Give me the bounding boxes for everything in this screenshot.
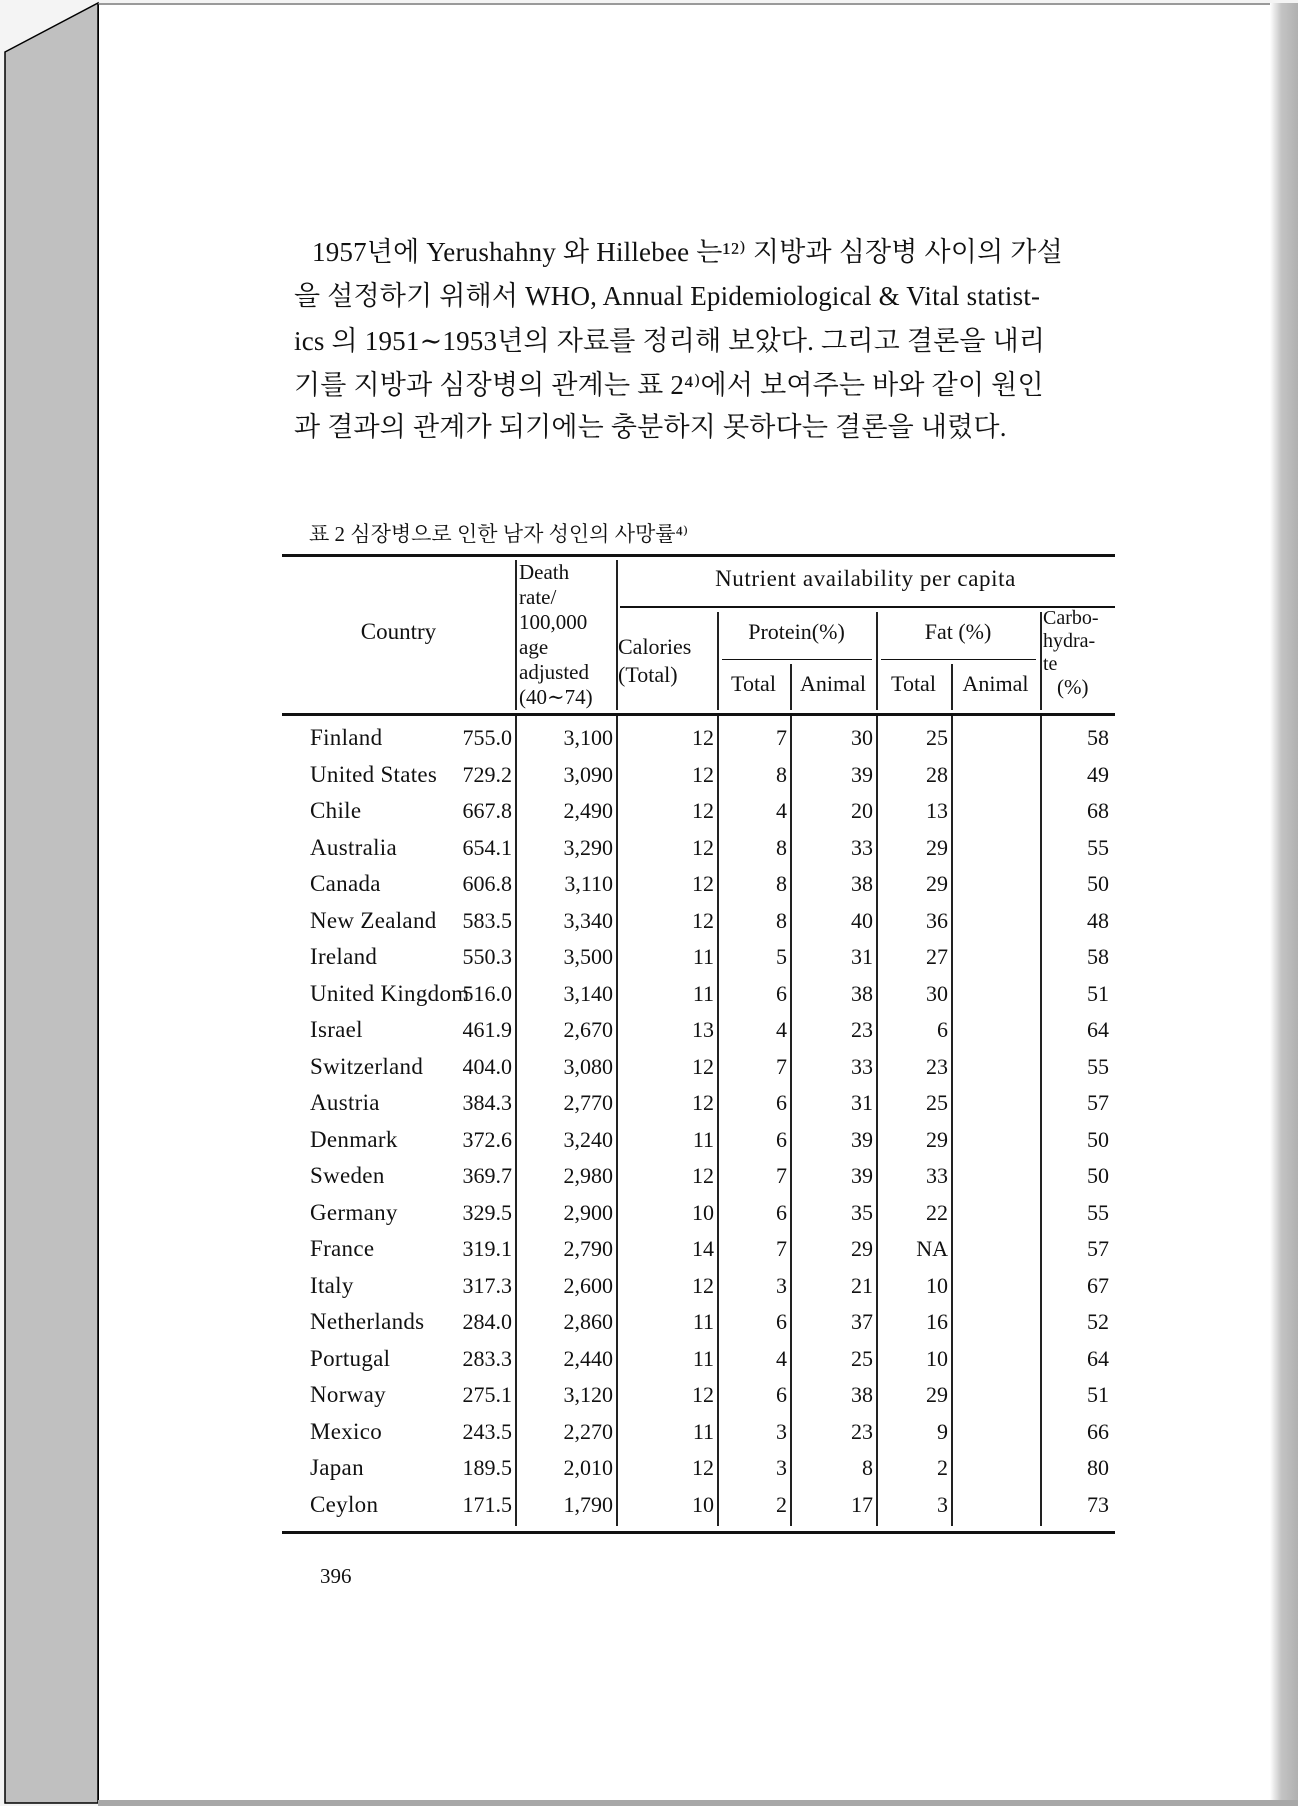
cell-carbo: 51 <box>1087 1382 1109 1407</box>
cell-protein-total: 12 <box>692 1272 714 1298</box>
cell-protein-total: 14 <box>692 1236 714 1261</box>
header-death-rate <box>519 560 614 710</box>
cell-calories: 3,100 <box>563 725 613 750</box>
cell-fat-total: 21 <box>851 1272 873 1298</box>
cell-protein-total: 12 <box>692 1163 714 1188</box>
header-line: hydra- <box>1043 630 1096 652</box>
fat-subrule <box>881 659 1036 660</box>
cell-fat-total: 30 <box>851 725 873 750</box>
cell-fat-animal: 10 <box>926 1272 948 1298</box>
header-protein-animal: Animal <box>800 671 866 696</box>
cell-protein-total: 11 <box>692 1126 714 1152</box>
cell-protein-total: 11 <box>692 944 714 969</box>
cell-country: Germany <box>310 1199 398 1225</box>
cell-protein-animal: 3 <box>776 1272 787 1298</box>
header-line: (40∼74) <box>519 685 593 709</box>
cell-fat-total: 23 <box>851 1418 873 1444</box>
cell-carbo: 73 <box>1087 1491 1109 1517</box>
cell-fat-total: 20 <box>851 798 873 823</box>
cell-carbo: 80 <box>1087 1455 1109 1480</box>
cell-protein-total: 11 <box>692 980 714 1006</box>
cell-protein-animal: 8 <box>776 871 787 896</box>
header-fat-total: Total <box>891 671 936 696</box>
cell-protein-animal: 8 <box>776 834 787 860</box>
cell-calories: 2,860 <box>563 1309 613 1334</box>
header-carbohydrate <box>1043 607 1115 699</box>
cell-calories: 2,490 <box>563 798 613 823</box>
cell-fat-animal: 23 <box>926 1053 948 1079</box>
cell-calories: 2,770 <box>563 1090 613 1115</box>
cell-calories: 3,140 <box>563 980 613 1006</box>
cell-country: Finland <box>310 725 383 750</box>
cell-protein-animal: 3 <box>776 1418 787 1444</box>
header-line: 100,000 <box>519 610 588 634</box>
cell-death: 171.5 <box>462 1491 512 1517</box>
cell-protein-total: 12 <box>692 1382 714 1407</box>
cell-protein-total: 12 <box>692 761 714 787</box>
cell-carbo: 50 <box>1087 871 1109 896</box>
cell-fat-animal: 30 <box>926 980 948 1006</box>
cell-fat-animal: 2 <box>937 1455 948 1480</box>
column-divider <box>1040 612 1042 710</box>
cell-death: 516.0 <box>462 980 512 1006</box>
cell-calories: 3,500 <box>563 944 613 969</box>
cell-calories: 2,270 <box>563 1418 613 1444</box>
header-nutrient: Nutrient availability per capita <box>715 566 1016 591</box>
cell-fat-animal: NA <box>916 1236 948 1261</box>
cell-calories: 3,120 <box>563 1382 613 1407</box>
cell-protein-animal: 7 <box>776 1163 787 1188</box>
cell-fat-animal: 25 <box>926 725 948 750</box>
cell-country: Denmark <box>310 1126 398 1152</box>
cell-death: 283.3 <box>462 1345 512 1371</box>
header-protein-total: Total <box>731 671 776 696</box>
paragraph-line: 1957년에 Yerushahny 와 Hillebee 는¹²⁾ 지방과 심장병 사이의 가설 <box>312 237 1063 267</box>
cell-protein-total: 12 <box>692 871 714 896</box>
cell-protein-animal: 6 <box>776 1090 787 1115</box>
cell-protein-animal: 6 <box>776 1382 787 1407</box>
cell-fat-animal: 29 <box>926 834 948 860</box>
cell-calories: 3,340 <box>563 907 613 933</box>
cell-death: 384.3 <box>462 1090 512 1115</box>
cell-carbo: 52 <box>1087 1309 1109 1334</box>
cell-protein-animal: 4 <box>776 1017 787 1042</box>
cell-country: Japan <box>310 1455 364 1480</box>
cell-carbo: 57 <box>1087 1236 1109 1261</box>
column-divider <box>515 560 517 710</box>
table-bottom-rule <box>282 1531 1115 1534</box>
cell-fat-animal: 27 <box>926 944 948 969</box>
paragraph-line: ics 의 1951∼1953년의 자료를 정리해 보았다. 그리고 결론을 내리 <box>294 326 1046 356</box>
cell-protein-total: 11 <box>692 1418 714 1444</box>
header-subrule <box>620 606 1115 608</box>
cell-carbo: 50 <box>1087 1163 1109 1188</box>
cell-fat-total: 8 <box>862 1455 873 1480</box>
cell-death: 372.6 <box>462 1126 512 1152</box>
cell-protein-animal: 5 <box>776 944 787 969</box>
cell-calories: 3,290 <box>563 834 613 860</box>
cell-protein-total: 10 <box>692 1491 714 1517</box>
header-line: rate/ <box>519 585 557 609</box>
paragraph-line: 과 결과의 관계가 되기에는 충분하지 못하다는 결론을 내렸다. <box>294 412 1007 442</box>
cell-country: Portugal <box>310 1345 391 1371</box>
cell-calories: 2,600 <box>563 1272 613 1298</box>
cell-country: Ireland <box>310 944 378 969</box>
cell-fat-total: 37 <box>851 1309 873 1334</box>
cell-death: 319.1 <box>462 1236 512 1261</box>
cell-fat-animal: 22 <box>926 1199 948 1225</box>
cell-carbo: 50 <box>1087 1126 1109 1152</box>
cell-protein-total: 11 <box>692 1309 714 1334</box>
cell-country: Mexico <box>310 1418 383 1444</box>
cell-protein-animal: 4 <box>776 798 787 823</box>
cell-country: France <box>310 1236 375 1261</box>
cell-fat-animal: 33 <box>926 1163 948 1188</box>
header-line: (%) <box>1057 675 1089 699</box>
cell-fat-total: 35 <box>851 1199 873 1225</box>
cell-fat-total: 39 <box>851 1163 873 1188</box>
cell-death: 284.0 <box>462 1309 512 1334</box>
cell-fat-animal: 16 <box>926 1309 948 1334</box>
cell-death: 404.0 <box>462 1053 512 1079</box>
cell-fat-total: 38 <box>851 1382 873 1407</box>
cell-protein-total: 13 <box>692 1017 714 1042</box>
cell-carbo: 57 <box>1087 1090 1109 1115</box>
cell-country: Italy <box>310 1272 354 1298</box>
cell-calories: 3,110 <box>564 871 613 896</box>
cell-country: United Kingdom <box>310 980 470 1006</box>
cell-fat-animal: 13 <box>926 798 948 823</box>
cell-carbo: 64 <box>1087 1345 1109 1371</box>
cell-protein-animal: 7 <box>776 1236 787 1261</box>
cell-country: Sweden <box>310 1163 385 1188</box>
cell-death: 550.3 <box>462 944 512 969</box>
cell-protein-total: 10 <box>692 1199 714 1225</box>
cell-country: Ceylon <box>310 1491 379 1517</box>
cell-protein-animal: 6 <box>776 1126 787 1152</box>
cell-fat-total: 39 <box>851 761 873 787</box>
cell-fat-animal: 29 <box>926 1126 948 1152</box>
cell-fat-total: 40 <box>851 907 873 933</box>
cell-fat-total: 38 <box>851 980 873 1006</box>
cell-fat-animal: 29 <box>926 1382 948 1407</box>
cell-calories: 3,080 <box>563 1053 613 1079</box>
cell-country: Norway <box>310 1382 386 1407</box>
paragraph-line: 을 설정하기 위해서 WHO, Annual Epidemiological & Vital statist- <box>294 281 1041 311</box>
table-caption: 표 2 심장병으로 인한 남자 성인의 사망률⁴⁾ <box>309 522 689 546</box>
page-bottom-edge <box>98 1800 1298 1806</box>
cell-carbo: 68 <box>1087 798 1109 823</box>
column-divider <box>616 716 618 1526</box>
cell-calories: 3,090 <box>563 761 613 787</box>
cell-death: 275.1 <box>462 1382 512 1407</box>
cell-fat-total: 33 <box>851 1053 873 1079</box>
cell-carbo: 51 <box>1087 980 1109 1006</box>
header-line: Carbo- <box>1043 607 1099 629</box>
cell-protein-total: 12 <box>692 907 714 933</box>
cell-country: Netherlands <box>310 1309 425 1334</box>
cell-carbo: 58 <box>1087 944 1109 969</box>
cell-country: Canada <box>310 871 381 896</box>
cell-fat-total: 31 <box>851 1090 873 1115</box>
cell-protein-animal: 7 <box>776 725 787 750</box>
cell-fat-animal: 10 <box>926 1345 948 1371</box>
cell-carbo: 67 <box>1087 1272 1109 1298</box>
cell-country: New Zealand <box>310 907 437 933</box>
cell-protein-total: 12 <box>692 1053 714 1079</box>
cell-fat-total: 23 <box>851 1017 873 1042</box>
cell-fat-total: 29 <box>851 1236 873 1261</box>
cell-death: 189.5 <box>462 1455 512 1480</box>
cell-carbo: 48 <box>1087 907 1109 933</box>
cell-fat-total: 25 <box>851 1345 873 1371</box>
protein-subrule <box>722 659 872 660</box>
header-country: Country <box>360 619 437 644</box>
cell-country: Chile <box>310 798 362 823</box>
cell-death: 667.8 <box>462 798 512 823</box>
cell-protein-animal: 3 <box>776 1455 787 1480</box>
cell-protein-animal: 2 <box>776 1491 787 1517</box>
cell-fat-total: 31 <box>851 944 873 969</box>
cell-fat-total: 33 <box>851 834 873 860</box>
header-line: adjusted <box>519 660 589 684</box>
page-number: 396 <box>320 1564 352 1588</box>
cell-protein-total: 12 <box>692 1455 714 1480</box>
header-line: Death <box>519 560 570 584</box>
cell-protein-total: 11 <box>692 1345 714 1371</box>
cell-calories: 2,010 <box>563 1455 613 1480</box>
cell-fat-animal: 36 <box>926 907 948 933</box>
cell-death: 654.1 <box>462 834 512 860</box>
cell-carbo: 55 <box>1087 1053 1109 1079</box>
cell-country: Austria <box>310 1090 380 1115</box>
header-protein: Protein(%) <box>748 619 845 644</box>
cell-country: United States <box>310 761 438 787</box>
cell-death: 606.8 <box>462 871 512 896</box>
cell-calories: 2,670 <box>563 1017 613 1042</box>
cell-country: Australia <box>310 834 398 860</box>
cell-fat-animal: 9 <box>937 1418 948 1444</box>
book-page <box>98 3 1275 1805</box>
paragraph-line: 기를 지방과 심장병의 관계는 표 2⁴⁾에서 보여주는 바와 같이 원인 <box>294 370 1044 400</box>
cell-country: Switzerland <box>310 1053 424 1079</box>
cell-fat-total: 38 <box>851 871 873 896</box>
header-line: (Total) <box>618 662 678 687</box>
cell-protein-total: 12 <box>692 725 714 750</box>
cell-country: Israel <box>310 1017 363 1042</box>
cell-protein-animal: 6 <box>776 980 787 1006</box>
cell-carbo: 55 <box>1087 1199 1109 1225</box>
header-fat-animal: Animal <box>962 671 1029 696</box>
cell-fat-animal: 3 <box>937 1491 948 1517</box>
cell-protein-animal: 7 <box>776 1053 787 1079</box>
cell-calories: 2,790 <box>563 1236 613 1261</box>
cell-protein-animal: 8 <box>776 761 787 787</box>
header-line: te <box>1043 653 1058 675</box>
cell-protein-animal: 6 <box>776 1309 787 1334</box>
cell-protein-total: 12 <box>692 834 714 860</box>
cell-carbo: 49 <box>1087 761 1109 787</box>
cell-protein-animal: 8 <box>776 907 787 933</box>
cell-protein-total: 12 <box>692 1090 714 1115</box>
cell-carbo: 64 <box>1087 1017 1109 1042</box>
cell-fat-animal: 29 <box>926 871 948 896</box>
cell-calories: 2,980 <box>563 1163 613 1188</box>
cell-calories: 1,790 <box>563 1491 613 1517</box>
page-edge-shadow <box>1270 3 1298 1803</box>
cell-fat-animal: 25 <box>926 1090 948 1115</box>
header-bottom-rule <box>282 713 1115 716</box>
cell-carbo: 58 <box>1087 725 1109 750</box>
cell-fat-total: 17 <box>851 1491 873 1517</box>
cell-death: 317.3 <box>462 1272 512 1298</box>
table-top-rule <box>282 554 1115 557</box>
cell-protein-animal: 4 <box>776 1345 787 1371</box>
cell-carbo: 66 <box>1087 1418 1109 1444</box>
cell-fat-total: 39 <box>851 1126 873 1152</box>
cell-death: 755.0 <box>462 725 512 750</box>
cell-carbo: 55 <box>1087 834 1109 860</box>
header-calories <box>618 633 718 689</box>
cell-calories: 2,440 <box>563 1345 613 1371</box>
cell-calories: 2,900 <box>563 1199 613 1225</box>
header-line: age <box>519 635 549 659</box>
cell-protein-animal: 6 <box>776 1199 787 1225</box>
header-line: Calories <box>618 634 692 659</box>
column-divider <box>951 716 953 1526</box>
cell-death: 243.5 <box>462 1418 512 1444</box>
cell-death: 369.7 <box>462 1163 512 1188</box>
book-spine <box>0 0 110 1806</box>
header-fat: Fat (%) <box>924 619 992 644</box>
cell-death: 329.5 <box>462 1199 512 1225</box>
cell-death: 461.9 <box>462 1017 512 1042</box>
cell-death: 583.5 <box>462 907 512 933</box>
cell-protein-total: 12 <box>692 798 714 823</box>
cell-calories: 3,240 <box>563 1126 613 1152</box>
cell-fat-animal: 28 <box>926 761 948 787</box>
column-divider <box>515 716 517 1526</box>
cell-death: 729.2 <box>462 761 512 787</box>
cell-fat-animal: 6 <box>937 1017 948 1042</box>
